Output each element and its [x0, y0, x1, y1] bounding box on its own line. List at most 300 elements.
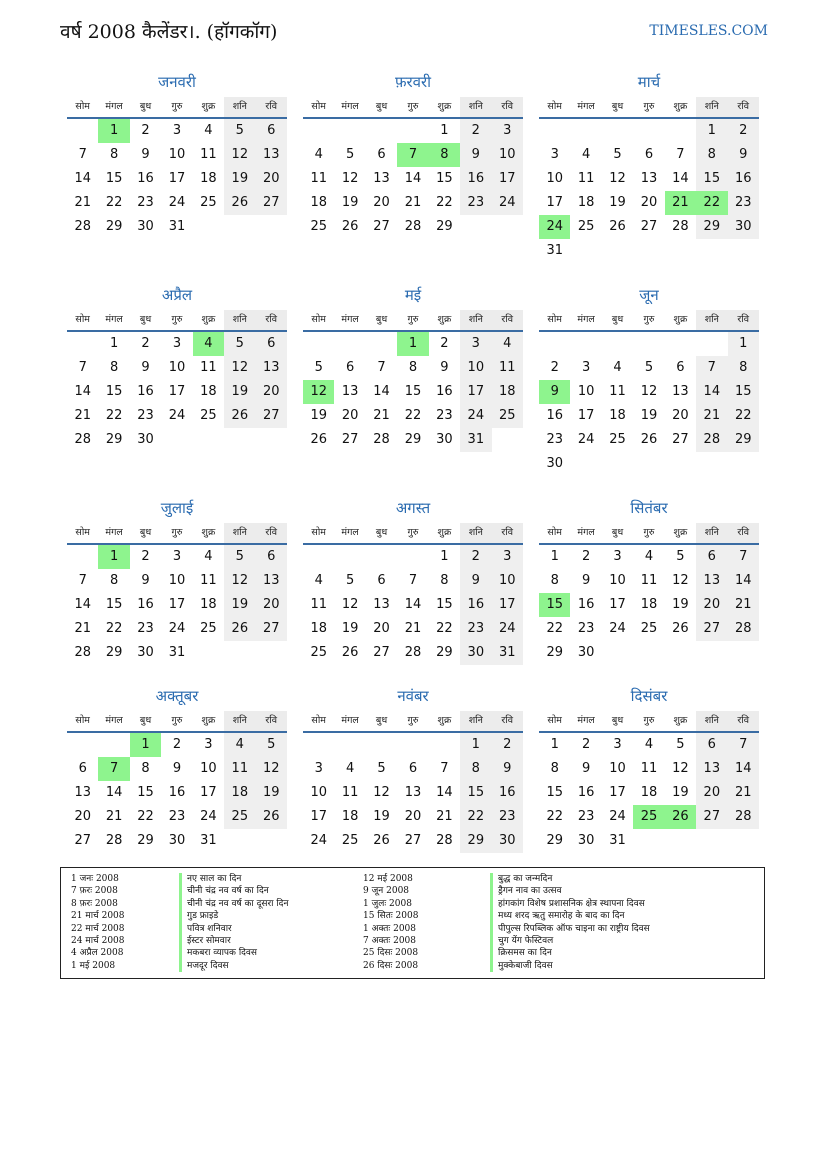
weekday-label: गुरु: [407, 101, 419, 112]
day-cell: 21: [728, 781, 759, 805]
holiday-date: 15 सितः 2008: [363, 911, 419, 922]
day-cell: 23: [577, 809, 595, 824]
empty-cell: [728, 641, 759, 665]
day-cell: 24: [200, 809, 217, 824]
day-cell: 23: [546, 432, 563, 447]
day-cell: 1: [550, 549, 559, 564]
month-name: मई: [404, 286, 422, 304]
holiday-day-cell: 1: [98, 119, 129, 143]
holiday-date: 7 फ़रः 2008: [71, 886, 118, 897]
day-cell: 30: [546, 456, 563, 471]
site-link[interactable]: TIMESLES.COM: [649, 23, 768, 39]
day-cell: 5: [613, 147, 622, 162]
empty-cell: [602, 239, 633, 263]
day-cell: 29: [460, 829, 491, 853]
day-cell: 4: [492, 332, 523, 356]
week-row: [539, 167, 759, 191]
day-cell: 23: [460, 617, 491, 641]
weekday-label: गुरु: [171, 314, 183, 325]
empty-cell: [460, 215, 491, 239]
day-cell: 21: [74, 195, 91, 210]
day-cell: 23: [137, 408, 154, 423]
empty-cell: [633, 332, 664, 356]
day-cell: 5: [224, 332, 255, 356]
day-cell: 24: [310, 833, 327, 848]
day-cell: 4: [204, 549, 213, 564]
empty-cell: [665, 829, 696, 853]
day-cell: 13: [404, 785, 422, 800]
day-cell: 13: [672, 384, 689, 399]
day-cell: 28: [373, 432, 390, 447]
day-cell: 20: [404, 809, 422, 824]
holiday-name: मध्य शरद ऋतु समारोह के बाद का दिन: [490, 910, 650, 922]
holiday-day-cell: 22: [696, 191, 727, 215]
week-row: [303, 119, 523, 143]
day-cell: 27: [696, 805, 727, 829]
empty-cell: [303, 332, 334, 356]
weekday-header: [539, 97, 759, 119]
day-cell: 16: [460, 593, 491, 617]
day-cell: 18: [577, 195, 595, 210]
day-cell: 13: [341, 384, 359, 399]
day-cell: 10: [492, 569, 523, 593]
day-cell: 2: [581, 549, 591, 564]
day-cell: 29: [546, 833, 563, 848]
day-cell: 3: [613, 737, 622, 752]
empty-cell: [397, 733, 428, 757]
weekday-label: मंगल: [577, 527, 595, 538]
week-row: [303, 167, 523, 191]
day-cell: 8: [696, 143, 727, 167]
day-cell: 18: [341, 809, 359, 824]
day-cell: 15: [696, 167, 727, 191]
day-cell: 6: [644, 147, 654, 162]
day-cell: 2: [141, 336, 150, 351]
day-cell: 6: [256, 545, 287, 569]
day-cell: 20: [373, 195, 390, 210]
week-row: [303, 332, 523, 356]
day-cell: 18: [492, 380, 523, 404]
weekday-label: बुध: [375, 101, 388, 112]
day-cell: 29: [546, 645, 563, 660]
empty-cell: [366, 733, 397, 757]
day-cell: 2: [141, 549, 150, 564]
empty-cell: [633, 239, 664, 263]
empty-cell: [492, 215, 523, 239]
week-row: [539, 404, 759, 428]
day-cell: 17: [168, 597, 186, 612]
day-cell: 9: [460, 143, 491, 167]
day-cell: 19: [310, 408, 327, 423]
day-cell: 11: [200, 360, 217, 375]
day-cell: 17: [460, 380, 491, 404]
weekday-label: रवि: [728, 97, 759, 117]
day-cell: 17: [546, 195, 563, 210]
day-cell: 15: [105, 171, 123, 186]
day-cell: 16: [492, 781, 523, 805]
day-cell: 28: [672, 219, 689, 234]
day-cell: 26: [609, 219, 626, 234]
day-cell: 30: [460, 641, 491, 665]
empty-cell: [539, 119, 570, 143]
empty-cell: [429, 733, 460, 757]
empty-cell: [161, 428, 192, 452]
empty-cell: [303, 119, 334, 143]
day-cell: 6: [345, 360, 355, 375]
day-cell: 11: [200, 147, 217, 162]
weekday-label: रवि: [256, 310, 287, 330]
day-cell: 30: [137, 432, 154, 447]
day-cell: 19: [224, 593, 255, 617]
weekday-label: सोम: [547, 715, 562, 726]
day-cell: 3: [581, 360, 591, 375]
week-row: [303, 829, 523, 853]
weekday-label: मंगल: [577, 715, 595, 726]
day-cell: 13: [256, 143, 287, 167]
week-row: [539, 569, 759, 593]
holiday-name: मुक्केबाजी दिवस: [490, 960, 650, 972]
day-cell: 1: [460, 733, 491, 757]
day-cell: 3: [314, 761, 323, 776]
empty-cell: [696, 641, 727, 665]
week-row: [539, 617, 759, 641]
day-cell: 26: [341, 219, 359, 234]
day-cell: 12: [640, 384, 658, 399]
day-cell: 2: [172, 737, 182, 752]
day-cell: 20: [256, 167, 287, 191]
day-cell: 22: [105, 621, 123, 636]
day-cell: 12: [672, 573, 689, 588]
holiday-date: 25 दिसः 2008: [363, 948, 419, 959]
day-cell: 16: [577, 597, 595, 612]
day-cell: 24: [168, 621, 186, 636]
weekday-label: रवि: [256, 523, 287, 543]
empty-cell: [492, 428, 523, 452]
weekday-label: गुरु: [407, 314, 419, 325]
holiday-dates-col-2: [363, 873, 418, 972]
day-cell: 8: [440, 573, 449, 588]
month-name: अप्रैल: [161, 286, 193, 304]
weekday-label: मंगल: [105, 527, 123, 538]
day-cell: 3: [613, 549, 622, 564]
day-cell: 5: [224, 119, 255, 143]
weekday-label: मंगल: [577, 101, 595, 112]
weekday-label: बुध: [139, 527, 152, 538]
day-cell: 22: [546, 809, 563, 824]
day-cell: 29: [105, 219, 123, 234]
empty-cell: [665, 239, 696, 263]
empty-cell: [602, 452, 633, 476]
day-cell: 10: [200, 761, 217, 776]
day-cell: 8: [460, 757, 491, 781]
week-row: [67, 143, 287, 167]
holiday-day-cell: 12: [303, 380, 334, 404]
month-name: दिसंबर: [630, 687, 668, 705]
weekday-header: [539, 711, 759, 733]
empty-cell: [633, 119, 664, 143]
week-row: [67, 545, 287, 569]
day-cell: 3: [460, 332, 491, 356]
holiday-date: 1 अक्तः 2008: [363, 923, 417, 934]
day-cell: 22: [436, 195, 453, 210]
week-row: [303, 545, 523, 569]
day-cell: 9: [728, 143, 759, 167]
month-name: मार्च: [637, 73, 661, 91]
day-cell: 11: [310, 597, 327, 612]
day-cell: 8: [109, 573, 119, 588]
day-cell: 16: [577, 785, 595, 800]
empty-cell: [303, 733, 334, 757]
day-cell: 16: [436, 384, 453, 399]
day-cell: 19: [224, 167, 255, 191]
week-row: [67, 215, 287, 239]
day-cell: 13: [256, 569, 287, 593]
weekday-label: शुक्र: [673, 527, 688, 538]
weekday-label: शनि: [696, 711, 727, 731]
weekday-label: मंगल: [341, 527, 359, 538]
empty-cell: [633, 829, 664, 853]
day-cell: 26: [341, 645, 359, 660]
day-cell: 24: [577, 432, 595, 447]
day-cell: 3: [492, 119, 523, 143]
week-row: [67, 829, 287, 853]
day-cell: 5: [345, 573, 355, 588]
week-row: [303, 404, 523, 428]
holiday-date: 9 जून 2008: [363, 886, 410, 897]
weekday-label: मंगल: [105, 101, 123, 112]
day-cell: 1: [728, 332, 759, 356]
holiday-name: हांगकांग विशेष प्रशासनिक क्षेत्र स्थापना दिवस: [490, 898, 650, 910]
day-cell: 27: [373, 219, 390, 234]
holiday-date: 4 अप्रैल 2008: [71, 948, 124, 959]
day-cell: 23: [728, 191, 759, 215]
week-row: [67, 428, 287, 452]
empty-cell: [303, 545, 334, 569]
empty-cell: [67, 545, 98, 569]
day-cell: 2: [550, 360, 559, 375]
day-cell: 6: [377, 147, 386, 162]
weekday-label: सोम: [75, 314, 90, 325]
day-cell: 3: [550, 147, 559, 162]
day-cell: 4: [314, 147, 323, 162]
weekday-label: बुध: [611, 101, 624, 112]
weekday-label: गुरु: [643, 527, 655, 538]
day-cell: 14: [74, 171, 91, 186]
week-row: [303, 380, 523, 404]
day-cell: 28: [74, 432, 91, 447]
week-row: [539, 593, 759, 617]
day-cell: 16: [546, 408, 563, 423]
day-cell: 8: [550, 573, 559, 588]
day-cell: 31: [546, 243, 563, 258]
week-row: [539, 239, 759, 263]
holiday-date: 7 अक्तः 2008: [363, 936, 417, 947]
weekday-label: शनि: [224, 97, 255, 117]
day-cell: 29: [105, 645, 123, 660]
weekday-label: गुरु: [643, 715, 655, 726]
day-cell: 17: [200, 785, 217, 800]
holiday-date: 1 मई 2008: [71, 960, 116, 971]
holiday-day-cell: 4: [193, 332, 224, 356]
day-cell: 6: [256, 119, 287, 143]
day-cell: 9: [581, 761, 591, 776]
holiday-name: नए साल का दिन: [179, 873, 288, 885]
day-cell: 12: [256, 757, 287, 781]
day-cell: 2: [728, 119, 759, 143]
day-cell: 7: [78, 360, 87, 375]
weekday-header: [67, 523, 287, 545]
day-cell: 18: [310, 195, 327, 210]
week-row: [67, 332, 287, 356]
weekday-label: मंगल: [577, 314, 595, 325]
weekday-label: बुध: [611, 314, 624, 325]
day-cell: 6: [408, 761, 418, 776]
day-cell: 21: [373, 408, 390, 423]
month-calendar: [539, 493, 759, 665]
day-cell: 21: [728, 593, 759, 617]
day-cell: 23: [168, 809, 186, 824]
holiday-day-cell: 26: [665, 805, 696, 829]
day-cell: 22: [105, 408, 123, 423]
day-cell: 5: [256, 733, 287, 757]
week-row: [67, 593, 287, 617]
weekday-label: मंगल: [341, 314, 359, 325]
day-cell: 22: [404, 408, 422, 423]
day-cell: 22: [436, 621, 453, 636]
weekday-label: शुक्र: [201, 101, 216, 112]
weekday-label: शुक्र: [201, 314, 216, 325]
empty-cell: [256, 829, 287, 853]
week-row: [303, 733, 523, 757]
day-cell: 18: [224, 781, 255, 805]
month-calendar: [539, 280, 759, 476]
week-row: [303, 593, 523, 617]
weekday-label: रवि: [492, 310, 523, 330]
empty-cell: [224, 428, 255, 452]
day-cell: 26: [256, 805, 287, 829]
day-cell: 9: [141, 573, 150, 588]
holiday-day-cell: 15: [539, 593, 570, 617]
day-cell: 7: [377, 360, 386, 375]
weekday-header: [539, 310, 759, 332]
day-cell: 20: [373, 621, 390, 636]
day-cell: 20: [256, 380, 287, 404]
page-title: वर्ष 2008 कैलेंडर।. (हॉगकॉग): [60, 21, 278, 43]
day-cell: 31: [460, 428, 491, 452]
weekday-label: शुक्र: [673, 715, 688, 726]
week-row: [303, 569, 523, 593]
empty-cell: [696, 332, 727, 356]
day-cell: 20: [640, 195, 658, 210]
week-row: [67, 733, 287, 757]
week-row: [539, 781, 759, 805]
empty-cell: [224, 641, 255, 665]
weekday-label: बुध: [375, 314, 388, 325]
weekday-label: रवि: [728, 523, 759, 543]
day-cell: 20: [696, 593, 727, 617]
week-row: [67, 380, 287, 404]
day-cell: 15: [436, 171, 453, 186]
weekday-label: बुध: [139, 314, 152, 325]
day-cell: 25: [200, 195, 217, 210]
day-cell: 15: [105, 597, 123, 612]
day-cell: 9: [440, 360, 449, 375]
day-cell: 12: [224, 569, 255, 593]
holiday-date: 1 जनः 2008: [71, 874, 119, 884]
day-cell: 12: [224, 356, 255, 380]
day-cell: 4: [204, 123, 213, 138]
week-row: [303, 143, 523, 167]
day-cell: 6: [676, 360, 685, 375]
empty-cell: [570, 452, 601, 476]
day-cell: 6: [256, 332, 287, 356]
weekday-label: शनि: [224, 711, 255, 731]
week-row: [67, 356, 287, 380]
day-cell: 14: [105, 785, 123, 800]
empty-cell: [224, 215, 255, 239]
week-row: [67, 757, 287, 781]
day-cell: 14: [74, 597, 91, 612]
empty-cell: [665, 119, 696, 143]
empty-cell: [334, 545, 365, 569]
day-cell: 8: [728, 356, 759, 380]
day-cell: 24: [609, 809, 626, 824]
day-cell: 14: [672, 171, 689, 186]
day-cell: 30: [492, 829, 523, 853]
day-cell: 24: [168, 408, 186, 423]
month-name: सितंबर: [630, 499, 668, 517]
empty-cell: [366, 119, 397, 143]
day-cell: 24: [460, 404, 491, 428]
month-calendar: [67, 67, 287, 239]
day-cell: 15: [460, 781, 491, 805]
day-cell: 21: [74, 408, 91, 423]
month-name: जनवरी: [158, 73, 196, 91]
weekday-label: सोम: [547, 101, 562, 112]
weekday-label: सोम: [311, 101, 326, 112]
day-cell: 27: [696, 617, 727, 641]
weekday-label: रवि: [492, 97, 523, 117]
day-cell: 5: [676, 549, 685, 564]
weekday-label: शुक्र: [673, 314, 688, 325]
day-cell: 18: [640, 785, 658, 800]
empty-cell: [665, 641, 696, 665]
day-cell: 19: [341, 621, 359, 636]
day-cell: 7: [78, 573, 87, 588]
day-cell: 15: [436, 597, 453, 612]
empty-cell: [67, 119, 98, 143]
month-calendar: [67, 280, 287, 452]
day-cell: 17: [609, 785, 626, 800]
day-cell: 15: [728, 380, 759, 404]
day-cell: 11: [310, 171, 327, 186]
day-cell: 14: [74, 384, 91, 399]
day-cell: 6: [78, 761, 87, 776]
day-cell: 9: [141, 147, 150, 162]
month-calendar: [303, 493, 523, 665]
day-cell: 5: [676, 737, 685, 752]
weekday-label: शनि: [460, 711, 491, 731]
weekday-label: मंगल: [105, 314, 123, 325]
holiday-name: ड्रैगन नाव का उत्सव: [490, 885, 650, 897]
week-row: [303, 191, 523, 215]
month-calendar: [303, 280, 523, 452]
empty-cell: [256, 428, 287, 452]
week-row: [539, 829, 759, 853]
day-cell: 16: [137, 597, 154, 612]
week-row: [539, 641, 759, 665]
day-cell: 29: [436, 645, 453, 660]
